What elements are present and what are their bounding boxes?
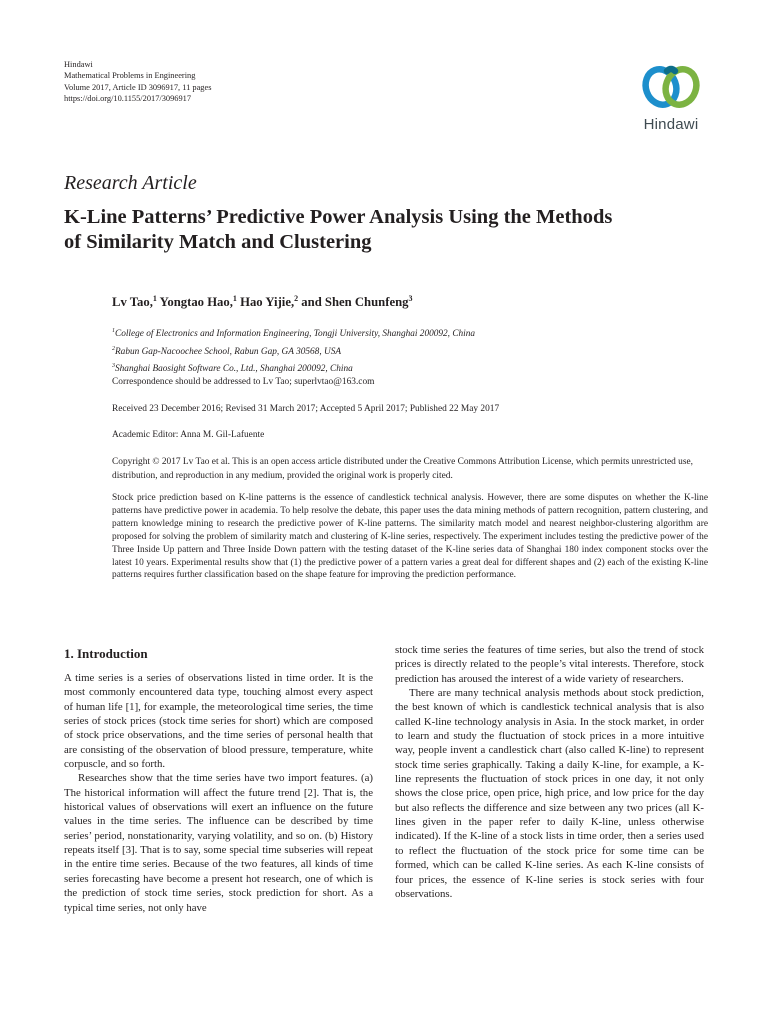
academic-editor: Academic Editor: Anna M. Gil-Lafuente — [112, 430, 265, 440]
affiliation-list — [112, 324, 475, 377]
author-list — [112, 294, 412, 310]
author-name: and Shen Chunfeng — [301, 295, 409, 310]
copyright-notice: Copyright © 2017 Lv Tao et al. This is an open access article distributed under the Creative Commons Attribution License, which permits unrestricted use, distribution, and reproduction in any medium, provided the original work is properly cited. — [112, 457, 693, 481]
affiliation-text: Rabun Gap-Nacoochee School, Rabun Gap, GA 30568, USA — [115, 346, 342, 357]
affiliation-text: College of Electronics and Information Engineering, Tongji University, Shanghai 200092, China — [115, 329, 476, 340]
hindawi-wordmark: Hindawi — [643, 116, 699, 133]
doi-link[interactable]: https://doi.org/10.1155/2017/3096917 — [64, 94, 192, 104]
body-paragraph: Researches show that the time series have two import features. (a) The historical information will affect the future trend [2]. That is, the historical values of observations will exert an influence on the future values in the time series. The influence can be described by time series’ period, nonstationarity, varying volatility, and so on. (b) History repeats itself [3]. That is to say, some special time subseries will repeat in the entire time series. Because of the two features, all kinds of time series forecasting have become a present hot research, one of which is the prediction of stock time series, stock prediction for short. As a typical time series, not only have — [64, 772, 373, 914]
journal-name: Mathematical Problems in Engineering — [64, 71, 196, 81]
affiliation-item — [112, 342, 475, 360]
abstract-text: Stock price prediction based on K-line patterns is the essence of candlestick technical analysis. However, there are some disputes on whether the K-line patterns have predictive power in academia. To help resolve the debate, this paper uses the data mining methods of pattern recognition, pattern clustering, and pattern knowledge mining to research the predictive power of K-line patterns. The similarity match model and nearest neighbor-clustering algorithm are proposed for solving the problem of similarity match and clustering of K-line series, respectively. The experiment includes testing the predictive power of the Three Inside Up pattern and Three Inside Down pattern with the testing dataset of the K-line series data of Shanghai 180 index component stocks over the latest 10 years. Experimental results show that (1) the predictive power of a pattern varies a great deal for different shapes and (2) each of the existing K-line patterns requires further classification based on the shape feature for improving the prediction performance. — [112, 493, 708, 581]
publisher-name: Hindawi — [64, 60, 93, 69]
body-paragraph: stock time series the features of time series, but also the trend of stock prices is directly related to the people’s vital interests. Therefore, stock prediction has aroused the interest of a wide variety of researchers. — [395, 644, 704, 685]
paper-title: K-Line Patterns’ Predictive Power Analysis Using the Methods of Similarity Match and Clustering — [64, 206, 613, 253]
body-paragraph: There are many technical analysis methods about stock prediction, the best known of which is candlestick technical analysis that is also called K-line technology analysis in Asia. In the stock market, in order to learn and study the fluctuation of stock prices in a more intuitive way, people invent a candlestick chart (also called K-line) to represent stock time series graphically. Taking a daily K-line, for example, a K-line represents the fluctuation of stock prices in one day, it not only shows the close price, open price, high price, and low price for the day but also reflects the difference and size between any two prices (all K-lines given in the paper refer to daily K-line, unless otherwise indicated). If the K-line of a stock lists in time order, then a series used to reflect the fluctuation of the stock price for some time can be formed, which can be called K-line series. As each K-line consists of four prices, the essence of K-line series is stock series with four observations. — [395, 687, 704, 900]
author-affil-marker: 1 — [232, 294, 237, 303]
author-name: Hao Yijie, — [240, 295, 295, 310]
section-heading: 1. Introduction — [64, 646, 148, 661]
author-affil-marker: 2 — [294, 294, 299, 303]
affiliation-text: Shanghai Baosight Software Co., Ltd., Shanghai 200092, China — [115, 364, 353, 375]
author-affil-marker: 3 — [408, 294, 413, 303]
volume-info: Volume 2017, Article ID 3096917, 11 pages — [64, 82, 212, 92]
affiliation-marker: 3 — [112, 363, 115, 370]
author-affil-marker: 1 — [152, 294, 157, 303]
affiliation-item — [112, 324, 475, 342]
affiliation-marker: 1 — [112, 328, 115, 334]
author-name: Lv Tao, — [112, 295, 153, 310]
correspondence-line: Correspondence should be addressed to Lv Tao; superlvtao@163.com — [112, 377, 375, 387]
affiliation-marker: 2 — [112, 345, 115, 352]
dates-line: Received 23 December 2016; Revised 31 March 2017; Accepted 5 April 2017; Published 22 May 2017 — [112, 404, 500, 414]
journal-info — [64, 59, 211, 105]
affiliation-item — [112, 359, 475, 377]
author-name: Yongtao Hao, — [159, 295, 233, 310]
body-column-right — [395, 643, 704, 901]
body-column-left — [64, 671, 373, 915]
body-paragraph: A time series is a series of observations listed in time order. It is the most commonly encountered data type, touching almost every aspect of human life [1], for example, the meteorological time series, the time series of stock prices (stock time series for short) which are composed of stock price observations, and the time series of personal health that are consisting of the observation of blood pressure, temperature, white corpuscle, and so forth. — [64, 672, 373, 771]
article-type: Research Article — [64, 172, 197, 194]
